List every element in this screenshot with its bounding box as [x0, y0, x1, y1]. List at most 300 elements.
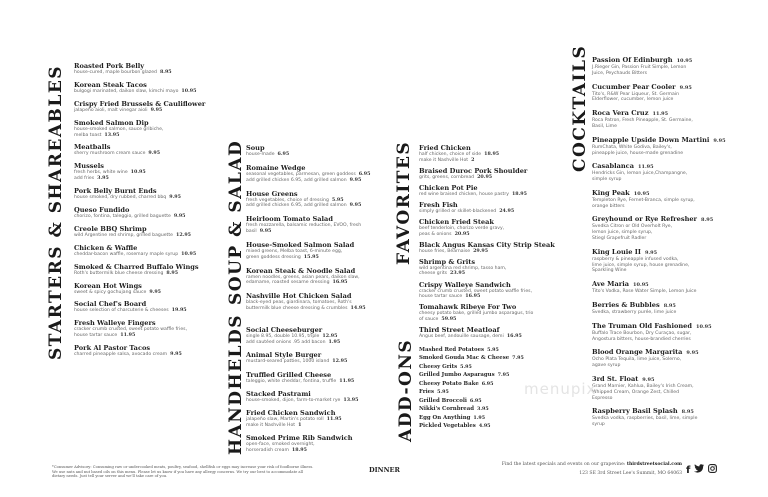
item-price: 8.95	[159, 69, 172, 75]
cocktail-item	[592, 83, 752, 104]
item-price: 3.95	[97, 175, 109, 182]
description-text: house tartar sauce	[74, 333, 118, 339]
cocktail-name	[592, 83, 752, 92]
description-text: wild argentina red shrimp, tasso ham,	[419, 265, 507, 271]
cocktail-description: RumChata, White Godiva, Bailey's,	[592, 144, 672, 150]
item-price: 12.95	[332, 358, 348, 365]
cocktail-description: Juice, Peychauds Bitters	[592, 70, 648, 76]
addon-item	[419, 355, 524, 362]
menu-item	[74, 81, 224, 95]
description-text: cracker crumb crusted, sweet potato waffle fries,	[419, 288, 533, 294]
address: 123 SE 3rd Street Lee's Summit, MO 64063	[579, 471, 682, 476]
cocktail-description: syrup	[592, 422, 605, 428]
item-price: 1.95	[328, 338, 341, 345]
item-name: Nashville Hot Chicken Salad	[246, 292, 352, 301]
addon-price: 5.95	[437, 389, 449, 396]
cocktail-description: agave syrup	[592, 363, 621, 369]
cocktail-name	[592, 248, 752, 257]
item-name: Roasted Pork Belly	[74, 62, 145, 70]
item-description	[246, 255, 391, 261]
item-name: Tomahawk Ribeye For Two	[419, 303, 517, 312]
item-price: 11.95	[120, 332, 136, 339]
instagram-icon[interactable]	[708, 464, 717, 476]
item-name: Third Street Meatloaf	[419, 326, 500, 335]
item-name: Korean Steak Tacos	[74, 80, 147, 89]
addons-list	[419, 347, 524, 430]
addon-name: Pickled Vegetables	[419, 423, 476, 430]
description-text: bulgogi marinated, daikon slaw, kimchi mayo	[74, 88, 179, 94]
cocktail-name-text: Passion Of Edinburgh	[592, 56, 673, 64]
addon-item	[419, 381, 519, 388]
addon-name: Grilled Jumbo Asparagus	[419, 372, 495, 379]
description-text: ramen noodles, greens, asian pears, daikon slaw,	[246, 274, 360, 280]
item-description	[74, 308, 224, 314]
item-description	[74, 133, 224, 139]
item-price: 9.95	[259, 228, 272, 235]
cocktail-description: Templeton Rye, Fernet-Branca, simple syrup,	[592, 197, 695, 203]
menu-item	[246, 434, 391, 454]
item-price: 23.95	[450, 270, 466, 277]
description-text: mixed greens, Melba toast, 6-minute egg,	[246, 248, 343, 254]
item-description	[74, 252, 224, 258]
menu-item	[246, 241, 391, 261]
cocktails-list	[592, 56, 752, 428]
addon-name: Egg On Anything	[419, 414, 471, 421]
cocktail-name-text: Roca Vera Cruz	[592, 109, 649, 118]
menu-item	[419, 258, 569, 278]
item-description	[74, 108, 224, 114]
item-description	[74, 271, 224, 277]
item-description	[74, 233, 224, 239]
item-description	[419, 192, 569, 198]
description-text: melba toast	[74, 132, 102, 138]
item-price: 6.95	[358, 170, 371, 177]
item-description	[419, 249, 569, 255]
description-text: fresh vegetables, choice of dressing	[246, 197, 329, 203]
favorites-heading: FAVORITES	[394, 140, 414, 265]
item-description	[74, 333, 224, 339]
cocktail-price: 10.95	[633, 190, 650, 197]
item-name: Fried Chicken	[419, 144, 471, 152]
item-description	[419, 334, 569, 340]
menu-item	[74, 206, 224, 220]
item-price: 29.95	[473, 247, 489, 254]
item-description	[419, 175, 569, 181]
item-price: 12.95	[322, 333, 338, 339]
addon-name: Fries	[419, 389, 435, 396]
description-text: charred pineapple salsa, avocado cream	[74, 352, 168, 358]
handhelds-heading: HANDHELDS	[226, 313, 246, 455]
menu-item	[74, 300, 224, 314]
description-text: house-smoked, dijon, farm-to-market rye	[246, 397, 341, 403]
cocktail-name	[592, 136, 752, 145]
cocktail-description: Roca Patron, Fresh Pineapple, St. Germaine,	[592, 118, 693, 124]
description-text: peas & onions	[419, 231, 452, 237]
addon-name: Grilled Broccoli	[419, 397, 467, 404]
menu-item	[246, 326, 391, 346]
item-name: Mussels	[74, 162, 104, 171]
menu-item	[419, 201, 569, 215]
description-text: edamame, roasted sesame dressing	[246, 280, 330, 286]
description-text: house selection of charcuterie & cheeses	[74, 308, 169, 314]
cocktail-item	[592, 56, 752, 77]
cocktail-description: lime juice, simple syrup, house grenadine,	[592, 262, 690, 268]
item-description	[246, 306, 391, 312]
item-description	[246, 280, 391, 286]
description-text: jalapeño slaw, Martin's potato roll	[246, 417, 324, 423]
menu-item	[246, 144, 391, 158]
menu-item	[419, 167, 569, 181]
description-text: Angus beef, andouille sausage, demi	[419, 334, 504, 340]
cocktail-description: Svedka Citron or Old Overholt Rye,	[592, 224, 673, 230]
item-description	[419, 294, 569, 300]
item-description	[246, 178, 391, 184]
addon-price: 1.95	[473, 414, 486, 421]
menu-item	[246, 409, 391, 429]
description-text: buttermilk blue cheese dressing & crumbles	[246, 306, 348, 312]
menu-item	[74, 263, 224, 277]
addon-item	[419, 347, 519, 354]
addon-price: 6.95	[481, 380, 494, 387]
addon-price: 4.95	[478, 423, 491, 430]
cocktail-name-text: Casablanca	[592, 162, 634, 171]
cocktail-description: orange bitters	[592, 203, 625, 209]
cocktail-name	[592, 109, 752, 118]
cocktail-description: Tito's Vodka, Rose Water Simple, Lemon Juice	[592, 289, 697, 295]
cocktail-price: 10.95	[695, 323, 712, 330]
addon-name: Nikki's Cornbread	[419, 406, 475, 413]
menu-item	[74, 225, 224, 239]
favorites-list	[419, 144, 569, 340]
item-description	[246, 203, 391, 209]
addon-item	[419, 398, 519, 405]
cocktail-price: 8.95	[701, 217, 714, 224]
addon-item	[419, 389, 519, 396]
grapevine-line	[502, 462, 682, 468]
cocktail-description: Stiegl Grapefruit Radler	[592, 236, 647, 242]
menu-item	[74, 143, 224, 157]
item-price: 20.95	[454, 230, 470, 237]
menu-item	[74, 162, 224, 182]
description-text: house smoked, dry rubbed, charred bbq	[74, 195, 167, 201]
menu-item	[246, 267, 391, 287]
item-name: Braised Duroc Pork Shoulder	[419, 166, 528, 175]
cocktail-name	[592, 280, 752, 289]
menu-item	[246, 190, 391, 210]
cocktail-name-text: Cucumber Pear Cooler	[592, 82, 676, 91]
item-name: Korean Steak & Noodle Salad	[246, 266, 356, 275]
consumer-advisory: *Consumer Advisory: Consuming raw or undercooked meats, poultry, seafood, shellfish or eggs may increase your risk of foodborne illness. We use nuts and nut based oils on this menu. Please let us know if you have any allergy concerns. We try our best to accommodate all dietary needs. Just tell your server and we'll take care of you.	[52, 465, 314, 479]
item-description	[419, 158, 569, 164]
item-price: 13.95	[343, 396, 359, 403]
social-links	[686, 464, 717, 476]
item-price: 2	[471, 156, 475, 163]
cocktail-description: lemon juice, simple syrup,	[592, 230, 653, 236]
item-description	[419, 209, 569, 215]
handhelds-list	[246, 326, 391, 454]
item-name: House-Smoked Salmon Salad	[246, 240, 355, 249]
item-price: 9.95	[169, 194, 181, 201]
item-name: Chicken Fried Steak	[419, 217, 494, 226]
description-text: open-face, smoked overnight,	[246, 442, 315, 448]
item-description	[74, 151, 224, 157]
item-name: Korean Hot Wings	[74, 281, 142, 290]
item-name: Meatballs	[74, 143, 111, 152]
cocktail-price: 9.95	[642, 376, 655, 383]
addon-price: 5.95	[460, 363, 472, 370]
addon-item	[419, 372, 519, 379]
item-price: 1	[298, 422, 302, 429]
item-price: 9.95	[349, 176, 362, 183]
item-price: 11.95	[339, 377, 355, 384]
item-name: Fresh Walleye Fingers	[74, 319, 156, 328]
item-description	[246, 398, 391, 404]
description-text: green goddess dressing	[246, 254, 301, 260]
item-price: 9.95	[148, 150, 161, 157]
description-text: black-eyed peas, giardinara, tomatoes, Roth's	[246, 300, 352, 306]
addon-name: Smoked Gouda Mac & Cheese	[419, 355, 510, 362]
description-text: add fries	[74, 176, 95, 182]
description-text: house-made	[246, 152, 275, 157]
item-price: 16.95	[506, 333, 522, 340]
description-text: Roth's buttermilk blue cheese dressing	[74, 270, 164, 276]
description-text: add sautéed onions .95 add bacon	[246, 339, 326, 345]
cocktail-price: 8.95	[663, 303, 676, 309]
item-description	[419, 271, 569, 277]
cocktail-name	[592, 189, 752, 198]
addon-name: Cheesy Potato Bake	[419, 380, 479, 387]
description-text: cheese grits	[419, 271, 448, 277]
item-price: 10.95	[130, 169, 146, 176]
description-text: beef tenderloin, chorizo verde gravy,	[419, 225, 505, 231]
description-text: sweet & spicy gochujang sauce	[74, 289, 147, 295]
starters-list	[74, 62, 224, 358]
cocktail-item	[592, 189, 752, 210]
cocktails-heading: COCKTAILS	[570, 44, 590, 172]
cocktail-item	[592, 407, 752, 428]
item-price: 11.95	[326, 416, 342, 423]
item-name: Truffled Grilled Cheese	[246, 370, 332, 379]
cocktail-price: 9.95	[686, 350, 699, 357]
cocktail-name-text: Blood Orange Margarita	[592, 348, 683, 357]
cocktail-item	[592, 348, 752, 369]
addon-price: 3.95	[477, 406, 489, 413]
description-text: taleggio, white cheddar, fontina, truffle	[246, 378, 337, 384]
cocktail-name	[592, 348, 752, 357]
item-description	[419, 317, 569, 323]
cocktail-description: Whipped Cream, Orange Zest, Chilled	[592, 389, 680, 395]
menu-item	[246, 371, 391, 385]
addon-item	[419, 423, 519, 430]
menu-item	[74, 344, 224, 358]
cocktail-description: Hendricks Gin, lemon juice,Champangne,	[592, 171, 688, 177]
cocktail-description: Basil, Lime	[592, 123, 617, 129]
item-name: Fresh Fish	[419, 200, 458, 209]
description-text: cracker crumb crusted, sweet potato waffle fries,	[74, 327, 188, 333]
item-name: Soup	[246, 144, 265, 152]
description-text: seasonal vegetables, parmesan, green goddess	[246, 171, 356, 177]
item-price: 9.95	[170, 351, 182, 358]
description-text: make it Nashville Hot	[419, 157, 469, 163]
item-description	[74, 176, 224, 182]
cocktail-description: Sparkling Wine	[592, 268, 627, 274]
item-price: 8.95	[166, 269, 179, 276]
menu-item	[74, 282, 224, 296]
item-name: Queso Fundido	[74, 205, 130, 214]
addons-heading: ADD-ONS	[396, 338, 416, 442]
description-text: cheesy potato bake, grilled jumbo asparagus, trio	[419, 311, 534, 317]
item-description	[246, 423, 391, 429]
item-price: 14.95	[350, 305, 366, 312]
starters-heading: STARTERS & SHAREABLES	[46, 64, 66, 360]
menu-item	[74, 244, 224, 258]
menu-item	[246, 215, 391, 235]
description-text: chorizo, fontina, taleggio, grilled baguette	[74, 213, 171, 219]
item-description	[74, 290, 224, 296]
item-name: Creole BBQ Shrimp	[74, 224, 147, 233]
item-name: Black Angus Kansas City Strip Steak	[419, 240, 555, 249]
cocktail-price: 9.95	[713, 137, 726, 144]
item-price: 9.95	[150, 106, 163, 113]
item-description	[246, 448, 391, 454]
item-price: 18.95	[291, 447, 307, 454]
cocktail-name	[592, 375, 752, 384]
description-text: basil	[246, 229, 257, 235]
cocktail-name-text: Raspberry Basil Splash	[592, 407, 678, 416]
description-text: of sauce	[419, 317, 439, 323]
cocktail-description: Buffalo Trace Bourbon, Dry Curaçao, sugar,	[592, 330, 692, 336]
cocktail-name-text: The Truman Old Fashioned	[592, 321, 692, 330]
menu-item	[246, 292, 391, 312]
item-price: 12.95	[176, 231, 192, 238]
menu-item	[246, 164, 391, 184]
cocktail-name-text: Ave Maria	[592, 280, 629, 289]
addon-name: Mashed Red Potatoes	[419, 347, 485, 353]
menu-item	[419, 326, 569, 340]
description-text: mustard-seared patties, 1000 island	[246, 359, 330, 365]
item-name: House Greens	[246, 189, 298, 198]
description-text: simply grilled or skillet-blackened	[419, 208, 497, 214]
description-text: red wine braised chicken, house pastry	[419, 191, 509, 197]
cocktail-price: 9.95	[644, 249, 658, 256]
item-name: Social Cheeseburger	[246, 326, 323, 334]
item-price: 9.95	[349, 202, 362, 209]
item-name: Smoked Prime Rib Sandwich	[246, 434, 353, 443]
item-name: Pork Belly Burnt Ends	[74, 187, 157, 196]
item-price: 20.95	[477, 173, 493, 180]
description-text: sherry mushroom cream sauce	[74, 151, 146, 157]
cocktail-name	[592, 301, 752, 310]
description-text: half chicken, choice of side	[419, 152, 482, 157]
item-price: 6.95	[277, 151, 290, 157]
cocktail-item	[592, 215, 752, 241]
description-text: house fries, Béarnaise	[419, 248, 471, 254]
item-description	[74, 352, 224, 358]
item-price: 19.95	[171, 307, 187, 314]
cocktail-description: Svedka vodka, raspberries, basil, lime, simple	[592, 416, 698, 422]
description-text: house-cured, maple bourbon glazed	[74, 70, 157, 75]
item-name: Smoked & Charred Buffalo Wings	[74, 262, 199, 271]
cocktail-description: Grand Marnier, Kahlua, Bailey's Irish Cream,	[592, 383, 694, 389]
cocktail-item	[592, 162, 752, 183]
item-price: 16.95	[332, 279, 348, 286]
facebook-icon[interactable]: f	[686, 464, 691, 476]
menu-item	[246, 351, 391, 365]
description-text: wild Argentine red shrimp, grilled baguette	[74, 232, 173, 238]
item-description	[246, 152, 391, 158]
item-description	[74, 214, 224, 220]
cocktail-name	[592, 162, 752, 171]
item-name: Chicken Pot Pie	[419, 183, 478, 192]
item-description	[246, 359, 391, 365]
item-name: Shrimp & Grits	[419, 257, 476, 266]
cocktail-description: pineapple juice, house-made grenadine	[592, 150, 684, 156]
soup-salad-heading: SOUP & SALAD	[226, 139, 246, 305]
item-price: 9.95	[173, 212, 186, 219]
cocktail-name-text: 3rd St. Float	[592, 374, 639, 383]
cocktail-description: Elderflower, cucumber, lemon juice	[592, 97, 674, 103]
cocktail-description: simple syrup	[592, 177, 622, 183]
cocktail-price: 8.95	[681, 409, 694, 416]
addon-item	[419, 406, 519, 413]
cocktail-name	[592, 322, 752, 331]
description-text: cheddar-bacon waffle, rosemary maple syrup	[74, 251, 179, 257]
item-description	[74, 89, 224, 95]
cocktail-price: 10.95	[676, 58, 693, 64]
menu-item	[419, 184, 569, 198]
description-text: fresh herbs, white wine	[74, 170, 128, 176]
item-name: Crispy Walleye Sandwich	[419, 280, 511, 289]
description-text: house tartar sauce	[419, 294, 463, 300]
cocktail-item	[592, 109, 752, 130]
item-price: 16.95	[465, 293, 481, 300]
addon-price: 7.95	[512, 355, 524, 362]
menu-item	[419, 144, 569, 164]
description-text: horseradish cream	[246, 448, 289, 454]
item-description	[246, 229, 391, 235]
item-name: Animal Style Burger	[246, 351, 322, 360]
menu-item	[74, 187, 224, 201]
item-description	[246, 379, 391, 385]
cocktail-item	[592, 248, 752, 274]
cocktail-name	[592, 56, 752, 65]
menu-item	[74, 62, 224, 76]
website-link[interactable]: thirdstreetsocial.com	[626, 462, 682, 467]
addon-price: 7.95	[497, 372, 510, 379]
cocktail-name	[592, 407, 752, 416]
description-text: make it Nashville Hot	[246, 423, 296, 429]
addon-item	[419, 415, 519, 422]
cocktail-item	[592, 136, 752, 157]
item-name: Chicken & Waffle	[74, 243, 138, 252]
item-name: Heirloom Tomato Salad	[246, 215, 333, 224]
cocktail-price: 9.95	[679, 84, 692, 91]
cocktail-item	[592, 301, 752, 316]
menu-item	[419, 218, 569, 238]
cocktail-name-text: Greyhound or Rye Refresher	[592, 215, 698, 224]
cocktail-name-text: Berries & Bubbles	[592, 301, 660, 309]
item-price: 5.95	[331, 196, 344, 203]
cocktail-name-text: King Louie II	[592, 247, 641, 256]
cocktail-item	[592, 280, 752, 295]
cocktail-description: Espresso	[592, 395, 613, 401]
item-name: Romaine Wedge	[246, 163, 306, 172]
addon-price: 5.95	[487, 347, 499, 353]
item-price: 24.95	[499, 207, 515, 214]
description-text: fresh mozzarella, balsamic reduction, EVOO, fresh	[246, 223, 362, 229]
item-price: 13.95	[104, 131, 120, 138]
twitter-icon[interactable]	[694, 464, 704, 476]
